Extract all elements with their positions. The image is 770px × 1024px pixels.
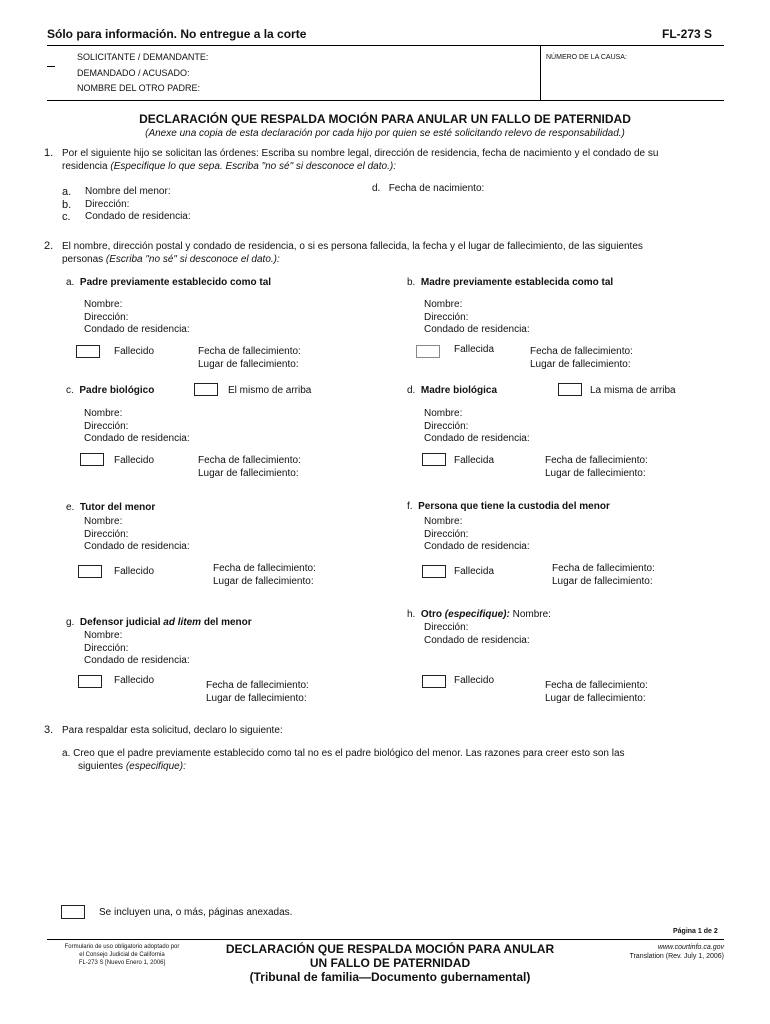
person-c-deceased-checkbox[interactable] bbox=[80, 453, 104, 466]
person-a-death-fields: Fecha de fallecimiento: Lugar de fallecimiento: bbox=[198, 346, 301, 370]
adopted-by: Formulario de uso obligatorio adoptado por el Consejo Judicial de California FL-273 S [Nuevo Enero 1, 2006] bbox=[64, 944, 180, 966]
person-g-deceased-checkbox[interactable] bbox=[78, 675, 102, 688]
item3-a-text: a. Creo que el padre previamente establecido como tal no es el padre biológico del menor. Las razones para creer esto son las bbox=[62, 748, 625, 759]
item2-text: El nombre, dirección postal y condado de residencia, o si es persona fallecida, la fecha y el lugar de fallecimiento, de las siguientes bbox=[62, 241, 643, 252]
person-d-death-fields: Fecha de fallecimiento: Lugar de fallecimiento: bbox=[545, 455, 648, 479]
footer-rule bbox=[47, 939, 724, 940]
attachments-checkbox[interactable] bbox=[61, 905, 85, 919]
case-number-label: NÚMERO DE LA CAUSA: bbox=[546, 54, 627, 61]
person-g-death-fields: Fecha de fallecimiento: Lugar de fallecimiento: bbox=[206, 680, 309, 704]
person-e-deceased-label: Fallecido bbox=[114, 566, 155, 577]
item1-letters: a. b. c. bbox=[62, 186, 72, 223]
petitioner-label: SOLICITANTE / DEMANDANTE: bbox=[77, 52, 209, 62]
person-d-same-label: La misma de arriba bbox=[590, 385, 676, 396]
footer-subtitle: (Tribunal de familia—Documento gubernamental) bbox=[249, 970, 531, 984]
item3-a-text-2: siguientes (especifique): bbox=[78, 761, 186, 772]
person-a-heading: a. Padre previamente establecido como tal bbox=[66, 277, 272, 288]
person-h-deceased-label: Fallecido bbox=[454, 675, 495, 686]
item1-d: d. Fecha de nacimiento: bbox=[372, 183, 485, 194]
child-name-label: Nombre del menor: bbox=[85, 186, 171, 197]
person-d-same-checkbox[interactable] bbox=[558, 383, 582, 396]
person-h-death-fields: Fecha de fallecimiento: Lugar de fallecimiento: bbox=[545, 680, 648, 704]
child-county-label: Condado de residencia: bbox=[85, 211, 191, 222]
child-address-label: Dirección: bbox=[85, 198, 130, 210]
person-c-heading: c. Padre biológico bbox=[66, 385, 155, 396]
item1-text: Por el siguiente hijo se solicitan las órdenes: Escriba su nombre legal, dirección de residencia, fecha de nacimiento y el condado de su bbox=[62, 148, 659, 159]
item1-number: 1. bbox=[44, 147, 54, 159]
person-f-fields: Nombre: Dirección: Condado de residencia: bbox=[424, 516, 530, 552]
item1-fields bbox=[85, 186, 191, 224]
form-subtitle: (Anexe una copia de esta declaración por cada hijo por quien se esté solicitando relevo de responsabilidad.) bbox=[145, 128, 625, 139]
person-c-deceased-label: Fallecido bbox=[114, 455, 155, 466]
person-b-death-fields: Fecha de fallecimiento: Lugar de fallecimiento: bbox=[530, 346, 633, 370]
person-b-deceased-label: Fallecida bbox=[454, 344, 495, 355]
footer-title: DECLARACIÓN QUE RESPALDA MOCIÓN PARA ANULAR UN FALLO DE PATERNIDAD bbox=[225, 942, 555, 970]
person-d-fields: Nombre: Dirección: Condado de residencia: bbox=[424, 408, 530, 444]
person-b-deceased-checkbox[interactable] bbox=[416, 345, 440, 358]
item2-text-2: personas (Escriba "no sé" si desconoce el dato.): bbox=[62, 254, 280, 265]
person-d-heading: d. Madre biológica bbox=[407, 385, 498, 396]
person-c-same-label: El mismo de arriba bbox=[228, 385, 312, 396]
item1-text-2: residencia (Especifique lo que sepa. Escriba "no sé" si desconoce el dato.): bbox=[62, 161, 396, 172]
page-number: Página 1 de 2 bbox=[673, 928, 718, 935]
form-number: FL-273 S bbox=[662, 27, 713, 41]
person-f-heading: f. Persona que tiene la custodia del menor bbox=[407, 501, 610, 512]
person-c-death-fields: Fecha de fallecimiento: Lugar de fallecimiento: bbox=[198, 455, 301, 479]
footer-right: www.courtinfo.ca.gov Translation (Rev. July 1, 2006) bbox=[560, 943, 724, 961]
person-d-deceased-label: Fallecida bbox=[454, 455, 495, 466]
item2-number: 2. bbox=[44, 240, 54, 252]
person-h-fields: Dirección: Condado de residencia: bbox=[424, 622, 530, 646]
person-e-fields: Nombre: Dirección: Condado de residencia: bbox=[84, 516, 190, 552]
caption-top-rule bbox=[47, 45, 724, 46]
caption-tick bbox=[47, 66, 55, 67]
person-e-deceased-checkbox[interactable] bbox=[78, 565, 102, 578]
item3-text: Para respaldar esta solicitud, declaro lo siguiente: bbox=[62, 725, 283, 736]
person-a-deceased-checkbox[interactable] bbox=[76, 345, 100, 358]
website-link[interactable]: www.courtinfo.ca.gov bbox=[657, 944, 724, 951]
item3-number: 3. bbox=[44, 724, 54, 736]
person-f-death-fields: Fecha de fallecimiento: Lugar de fallecimiento: bbox=[552, 563, 655, 587]
form-title: DECLARACIÓN QUE RESPALDA MOCIÓN PARA ANULAR UN FALLO DE PATERNIDAD bbox=[139, 112, 631, 126]
respondent-label: DEMANDADO / ACUSADO: bbox=[77, 68, 190, 78]
person-c-fields: Nombre: Dirección: Condado de residencia: bbox=[84, 408, 190, 444]
birth-date-label: Fecha de nacimiento: bbox=[388, 183, 485, 194]
notice-text: Sólo para información. No entregue a la corte bbox=[47, 27, 307, 41]
attachments-label: Se incluyen una, o más, páginas anexadas. bbox=[99, 907, 293, 918]
person-a-deceased-label: Fallecido bbox=[114, 346, 155, 357]
person-d-deceased-checkbox[interactable] bbox=[422, 453, 446, 466]
person-h-deceased-checkbox[interactable] bbox=[422, 675, 446, 688]
caption-bottom-rule bbox=[47, 100, 724, 101]
person-a-fields: Nombre: Dirección: Condado de residencia: bbox=[84, 299, 190, 335]
person-g-heading: g. Defensor judicial ad litem del menor bbox=[66, 617, 252, 628]
person-f-deceased-label: Fallecida bbox=[454, 566, 495, 577]
person-c-same-checkbox[interactable] bbox=[194, 383, 218, 396]
person-h-heading: h. Otro (especifique): Nombre: bbox=[407, 609, 551, 620]
person-e-heading: e. Tutor del menor bbox=[66, 502, 156, 513]
person-g-deceased-label: Fallecido bbox=[114, 675, 155, 686]
person-b-heading: b. Madre previamente establecida como tal bbox=[407, 277, 614, 288]
other-parent-label: NOMBRE DEL OTRO PADRE: bbox=[77, 83, 201, 93]
caption-divider bbox=[540, 45, 541, 101]
person-e-death-fields: Fecha de fallecimiento: Lugar de fallecimiento: bbox=[213, 563, 316, 587]
person-g-fields: Nombre: Dirección: Condado de residencia: bbox=[84, 630, 190, 666]
person-b-fields: Nombre: Dirección: Condado de residencia: bbox=[424, 299, 530, 335]
person-f-deceased-checkbox[interactable] bbox=[422, 565, 446, 578]
